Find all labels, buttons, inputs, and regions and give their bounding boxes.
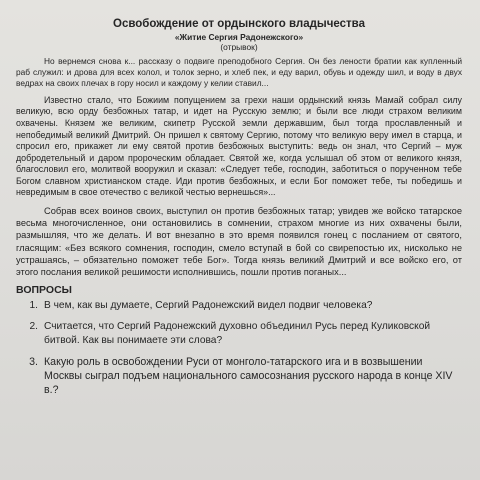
question-item: [16, 355, 462, 398]
document-title: Освобождение от ордынского владычества: [113, 18, 365, 30]
question-text: Какую роль в освобождении Руси от монголо-татарского ига и в возвышении Москвы сыграл подъем национального самосознания русского народа в конце XIV в.?: [44, 355, 453, 397]
question-text: В чем, как вы думаете, Сергий Радонежский видел подвиг человека?: [44, 300, 373, 312]
question-text: Считается, что Сергий Радонежский духовно объединил Русь перед Куликовской битвой. Как вы понимаете эти слова?: [44, 321, 431, 346]
question-number: 3.: [29, 355, 38, 368]
question-item: [16, 320, 462, 348]
paragraph-1: Но вернемся снова к... рассказу о подвиге преподобного Сергия. Он без лености братии как купленный раб служил: и дрова для всех колол, и толок зерно, и хлеб пек, и еду варил, обувь и одежду шил, и воду в двух ведрах на своих плечах в гору носил и каждому у келии ставил...: [16, 56, 462, 88]
document-subtitle: «Житие Сергия Радонежского»: [174, 32, 304, 42]
question-number: 2.: [29, 321, 38, 333]
questions-list: [16, 299, 462, 398]
excerpt-label: (отрывок): [220, 42, 258, 52]
question-number: 1.: [29, 300, 38, 312]
questions-heading: ВОПРОСЫ: [16, 284, 72, 297]
question-item: [16, 299, 462, 313]
paragraph-3: Собрав всех воинов своих, выступил он против безбожных татар; увидев же войско татарское весьма многочисленное, они остановились в сомнении, страхом многие из них охвачены были, размышляя, что же делать. И вот внезапно в это время появился гонец с посланием от святого, гласящим: «Без всякого сомнения, господин, смело вступай в бой со свирепостью их, нисколько не устрашаясь, – обязательно поможет тебе Бог». Тогда князь великий Дмитрий и все войско его, от этого послания великой решимости исполнившись, пошли против поганых...: [16, 206, 462, 278]
paragraph-2: Известно стало, что Божиим попущением за грехи наши ордынский князь Мамай собрал силу великую, всю орду безбожных татар, и идет на Русскую землю; и были все люди страхом великим охвачены. Князем же великим, скипетр Русской земли державшим, был тогда прославленный и непобедимый великий Дмитрий. Он пришел к святому Сергию, потому что великую веру имел в старца, и спросил его, прикажет ли ему святой против безбожных выступить: ведь он знал, что Сергий – муж добродетельный и даром пророческим обладает. Святой же, когда услышал об этом от великого князя, благословил его, молитвой вооружил и сказал: «Следует тебе, господин, заботиться о порученном тебе Богом славном христианском стаде. Иди против безбожных, и если Бог поможет тебе, ты победишь и невредимым в свое отечество с великой честью вернешься»...: [16, 94, 462, 198]
